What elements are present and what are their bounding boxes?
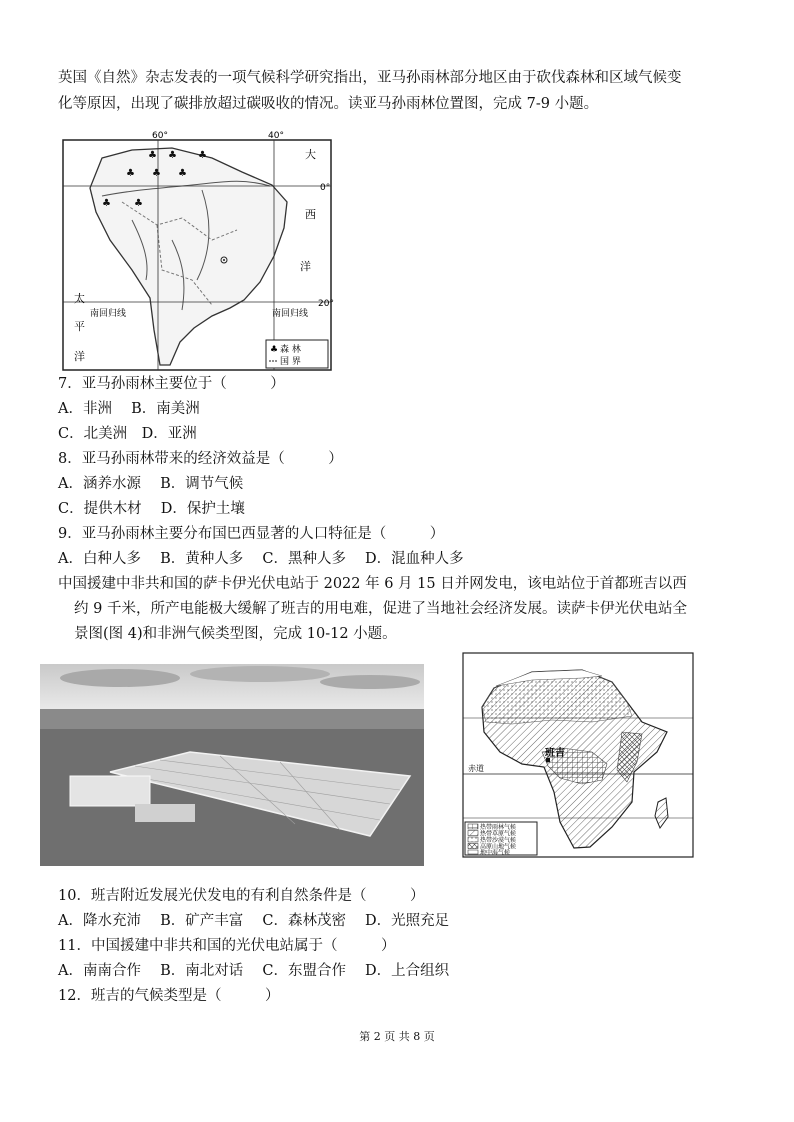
intro-text-line: 化等原因，出现了碳排放超过碳吸收的情况。读亚马孙雨林位置图，完成 7-9 小题。	[58, 96, 599, 112]
amazon-location-map	[62, 130, 334, 372]
svg-text:♣: ♣	[102, 198, 111, 209]
intro-text-line: 约 9 千米，所产电能极大缓解了班吉的用电难，促进了当地社会经济发展。读萨卡伊光伏电站全	[74, 601, 687, 617]
solar-station-photo	[40, 664, 424, 866]
svg-text:♣: ♣	[168, 150, 177, 161]
climate-legend	[465, 822, 537, 857]
question-11-stem: 11．中国援建中非共和国的光伏电站属于（ ）	[58, 938, 396, 954]
svg-text:♣: ♣	[152, 168, 161, 179]
question-7-options: C．北美洲 D．亚洲	[58, 426, 197, 442]
svg-text:南回归线: 南回归线	[90, 309, 127, 319]
question-7-options: A．非洲 B．南美洲	[58, 401, 200, 417]
svg-text:40°: 40°	[268, 131, 284, 141]
svg-text:洋: 洋	[74, 350, 85, 363]
svg-text:热带雨林气候: 热带雨林气候	[480, 824, 517, 831]
question-10-stem: 10．班吉附近发展光伏发电的有利自然条件是（ ）	[58, 888, 425, 904]
intro-text-line: 中国援建中非共和国的萨卡伊光伏电站于 2022 年 6 月 15 日并网发电，该电站位于首都班吉以西	[58, 576, 687, 592]
svg-text:♣: ♣	[134, 198, 143, 209]
page-number: 第 2 页 共 8 页	[359, 1030, 435, 1043]
svg-text:♣: ♣	[126, 168, 135, 179]
africa-climate-map	[462, 652, 694, 858]
svg-text:0°: 0°	[320, 183, 331, 193]
svg-text:平: 平	[74, 320, 85, 333]
svg-text:热带沙漠气候: 热带沙漠气候	[480, 837, 517, 844]
svg-text:大: 大	[305, 148, 316, 161]
svg-text:洋: 洋	[300, 260, 311, 273]
question-10-options: A．降水充沛 B．矿产丰富 C．森林茂密 D．光照充足	[58, 913, 450, 929]
question-8-stem: 8．亚马孙雨林带来的经济效益是（ ）	[58, 451, 343, 467]
svg-text:太: 太	[74, 292, 85, 305]
svg-text:60°: 60°	[152, 131, 168, 141]
question-9-options: A．白种人多 B．黄种人多 C．黑种人多 D．混血种人多	[58, 551, 464, 567]
svg-text:♣: ♣	[178, 168, 187, 179]
svg-text:♣: ♣	[270, 345, 279, 355]
question-8-options: A．涵养水源 B．调节气候	[58, 476, 244, 492]
svg-text:20°: 20°	[318, 299, 334, 309]
question-8-options: C．提供木材 D．保护土壤	[58, 501, 245, 517]
intro-text-line: 景图(图 4)和非洲气候类型图，完成 10-12 小题。	[74, 626, 397, 642]
intro-text-line: 英国《自然》杂志发表的一项气候科学研究指出，亚马孙雨林部分地区由于砍伐森林和区域气候变	[58, 70, 682, 86]
svg-text:热带草原气候: 热带草原气候	[480, 830, 517, 838]
question-7-stem: 7．亚马孙雨林主要位于（ ）	[58, 376, 285, 392]
svg-text:森 林: 森 林	[280, 345, 301, 355]
svg-text:赤道: 赤道	[468, 764, 484, 773]
svg-text:♣: ♣	[198, 150, 207, 161]
svg-text:南回归线: 南回归线	[272, 309, 309, 319]
question-12-stem: 12．班吉的气候类型是（ ）	[58, 988, 280, 1004]
svg-text:地中海气候: 地中海气候	[480, 849, 511, 857]
svg-text:高原山地气候: 高原山地气候	[480, 843, 517, 851]
svg-text:西: 西	[305, 208, 316, 221]
svg-text:国 界: 国 界	[280, 357, 301, 367]
svg-text:班吉: 班吉	[545, 748, 565, 759]
svg-text:♣: ♣	[148, 150, 157, 161]
question-11-options: A．南南合作 B．南北对话 C．东盟合作 D．上合组织	[58, 963, 450, 979]
question-9-stem: 9．亚马孙雨林主要分布国巴西显著的人口特征是（ ）	[58, 526, 445, 542]
